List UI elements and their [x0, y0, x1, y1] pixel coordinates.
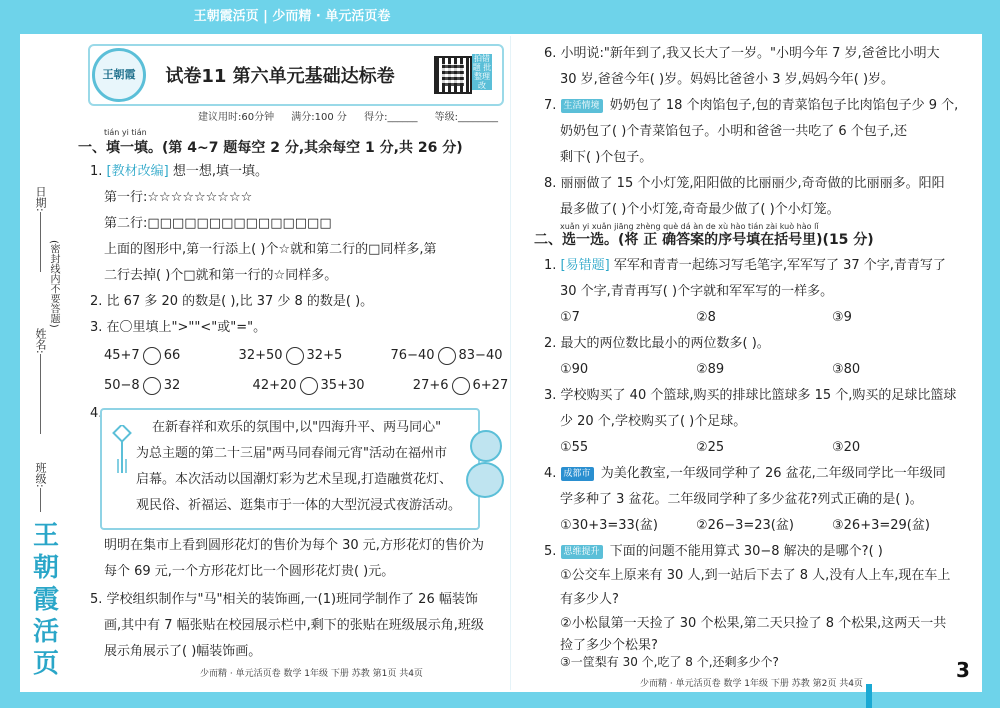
compare-circle[interactable]: [143, 377, 161, 395]
compare-circle[interactable]: [452, 377, 470, 395]
q2: 2. 比 67 多 20 的数是( ),比 37 少 8 的数是( )。: [90, 294, 374, 309]
option[interactable]: ①30+3=33(盆): [560, 518, 658, 533]
q4-num: 4.: [90, 406, 103, 421]
q8-2: 最多做了( )个小灯笼,奇奇最少做了( )个小灯笼。: [560, 202, 840, 217]
option[interactable]: ②8: [696, 310, 716, 325]
option[interactable]: ①7: [560, 310, 580, 325]
q4-passage4: 观民俗、祈福运、逛集市于一体的大型沉浸式夜游活动。: [136, 498, 462, 513]
q4-text1: 明明在集市上看到圆形花灯的售价为每个 30 元,方形花灯的售价为: [104, 538, 484, 553]
q3: 3. 在〇里填上">""<"或"="。: [90, 320, 267, 335]
meta-time: 建议用时:60分钟: [198, 112, 275, 123]
s2: 2. 最大的两位数比最小的两位数多( )。: [544, 336, 770, 351]
q1: [90, 162, 268, 182]
lantern-icon: [470, 430, 502, 462]
q3-row2: 50−8 32 42+20 35+30 27+6 6+27: [104, 378, 509, 393]
s5-o1b: 有多少人?: [560, 592, 619, 607]
q4-text2: 每个 69 元,一个方形花灯比一个圆形花灯贵( )元。: [104, 564, 395, 579]
s4-tag: 成都市: [561, 467, 594, 481]
meta-score: 满分:100 分: [291, 112, 347, 123]
option[interactable]: ③26+3=29(盆): [832, 518, 930, 533]
meta-grade: 等级:________: [434, 112, 499, 123]
q4-passage3: 启幕。本次活动以国潮灯彩为艺术呈现,打造融赏花灯、: [136, 472, 453, 487]
sec1-title: 一、填一填。(第 4~7 题每空 2 分,其余每空 1 分,共 26 分): [78, 140, 463, 156]
top-frame: [0, 0, 1000, 34]
exam-title: 试卷11 第六单元基础达标卷: [165, 66, 395, 87]
q5-text2: 画,其中有 7 幅张贴在校园展示栏中,剩下的张贴在班级展示角,班级: [104, 618, 484, 633]
s1-1: 1. [易错题] 军军和青青一起练习写毛笔字,军军写了 37 个字,青青写了: [544, 258, 946, 273]
q6-1: 6. 小明说:"新年到了,我又长大了一岁。"小明今年 7 岁,爸爸比小明大: [544, 46, 940, 61]
q1-num: 1.: [90, 164, 103, 179]
s5: 5. 思维提升 下面的问题不能用算式 30−8 解决的是哪个?( ): [544, 544, 883, 559]
option[interactable]: ③20: [832, 440, 861, 455]
s3-options: [560, 438, 860, 458]
chinese-knot-icon: [110, 425, 134, 475]
side-brand: 王朝霞活页: [32, 521, 59, 679]
s5-tag: 思维提升: [561, 545, 603, 559]
s4-options: [560, 516, 930, 536]
brand-tab: 王朝霞活页 | 少而精 · 单元活页卷: [172, 0, 412, 34]
option[interactable]: ③9: [832, 310, 852, 325]
s4-1: 4. 成都市 为美化教室,一年级同学种了 26 盆花,二年级同学比一年级同: [544, 466, 946, 481]
q6-2: 30 岁,爸爸今年( )岁。妈妈比爸爸小 3 岁,妈妈今年( )岁。: [560, 72, 895, 87]
bottom-frame: [0, 692, 1000, 708]
left-frame: [0, 0, 20, 708]
q5-text3: 展示角展示了( )幅装饰画。: [104, 644, 262, 659]
option[interactable]: ①55: [560, 440, 589, 455]
option[interactable]: ③80: [832, 362, 861, 377]
s3-2: 少 20 个,学校购买了( )个足球。: [560, 414, 747, 429]
compare-circle[interactable]: [300, 377, 318, 395]
brand-seal-icon: 王朝霞: [92, 48, 146, 102]
compare-circle[interactable]: [286, 347, 304, 365]
s5-o2b: 捡了多少个松果?: [560, 638, 658, 653]
q5-text1: 5. 学校组织制作与"马"相关的装饰画,一(1)班同学制作了 26 幅装饰: [90, 592, 478, 607]
page-divider: [510, 36, 511, 690]
option[interactable]: ②89: [696, 362, 725, 377]
q8-1: 8. 丽丽做了 15 个小灯笼,阳阳做的比丽丽少,奇奇做的比丽丽多。阳阳: [544, 176, 945, 191]
q4-passage2: 为总主题的第二十三届"两马同春闹元宵"活动在福州市: [136, 446, 447, 461]
s1-tag: [易错题]: [560, 258, 610, 273]
s5-o2a[interactable]: ②小松鼠第一天捡了 30 个松果,第二天只捡了 8 个松果,这两天一共: [560, 616, 947, 631]
exam-meta: [198, 108, 512, 123]
q1-text1: 上面的图形中,第一行添上( )个☆就和第二行的□同样多,第: [104, 242, 437, 257]
qr-code-icon[interactable]: [434, 56, 472, 94]
name-line: [40, 354, 41, 434]
sec2-pinyin: xuǎn yi xuǎn jiāng zhèng què dá àn de xù hào tián zài kuò hào lǐ: [560, 222, 819, 231]
lantern-icon: [466, 462, 504, 498]
q7-2: 奶奶包了( )个青菜馅包子。小明和爸爸一共吃了 6 个包子,还: [560, 124, 907, 139]
q7-3: 剩下( )个包子。: [560, 150, 653, 165]
class-line: [40, 488, 41, 512]
q7-1: 7. 生活情境 奶奶包了 18 个肉馅包子,包的青菜馅包子比肉馅包子少 9 个,: [544, 98, 959, 113]
q7-tag: 生活情境: [561, 99, 603, 113]
option[interactable]: ①90: [560, 362, 589, 377]
sec1-pinyin: tián yi tián: [104, 128, 147, 137]
date-line: [40, 212, 41, 272]
q1-row1: 第一行:☆☆☆☆☆☆☆☆☆: [104, 190, 253, 205]
s5-o1a[interactable]: ①公交车上原来有 30 人,到一站后下去了 8 人,没有人上车,现在车上: [560, 568, 951, 583]
s4-2: 学多种了 3 盆花。二年级同学种了多少盆花?列式正确的是( )。: [560, 492, 923, 507]
binding-mark: [866, 684, 872, 708]
s5-o3[interactable]: ③一筐梨有 30 个,吃了 8 个,还剩多少个?: [560, 655, 779, 669]
name-label: 姓名:: [34, 328, 47, 354]
s1-options: [560, 308, 852, 328]
meta-got: 得分:______: [364, 112, 418, 123]
q1-tag: [教材改编]: [106, 164, 169, 179]
right-footer: 少而精 · 单元活页卷 数学 1年级 下册 苏教 第2页 共4页: [640, 679, 863, 689]
left-footer: 少而精 · 单元活页卷 数学 1年级 下册 苏教 第1页 共4页: [200, 669, 423, 679]
class-label: 班级:: [34, 462, 47, 488]
qr-label: 拍错题 批整理 改: [472, 54, 492, 90]
page-number: 3: [956, 658, 970, 682]
s3-1: 3. 学校购买了 40 个篮球,购买的排球比篮球多 15 个,购买的足球比篮球: [544, 388, 957, 403]
q4-passage1: 在新春祥和欢乐的氛围中,以"四海升平、两马同心": [152, 420, 442, 435]
q1-text: 想一想,填一填。: [172, 164, 268, 179]
seal-note: (密封线内不要答题): [48, 240, 59, 328]
s2-options: [560, 360, 860, 380]
right-frame: [982, 0, 1000, 708]
q3-row1: 45+7 66 32+50 32+5 76−40 83−40: [104, 348, 503, 363]
q1-row2: 第二行:□□□□□□□□□□□□□□□: [104, 216, 332, 231]
date-label: 日期:: [34, 186, 47, 212]
option[interactable]: ②26−3=23(盆): [696, 518, 794, 533]
option[interactable]: ②25: [696, 440, 725, 455]
s1-2: 30 个字,青青再写( )个字就和军军写的一样多。: [560, 284, 834, 299]
q1-text2: 二行去掉( )个□就和第一行的☆同样多。: [104, 268, 338, 283]
sec2-title: 二、选一选。(将 正 确答案的序号填在括号里)(15 分): [534, 232, 874, 248]
compare-circle[interactable]: [438, 347, 456, 365]
compare-circle[interactable]: [143, 347, 161, 365]
